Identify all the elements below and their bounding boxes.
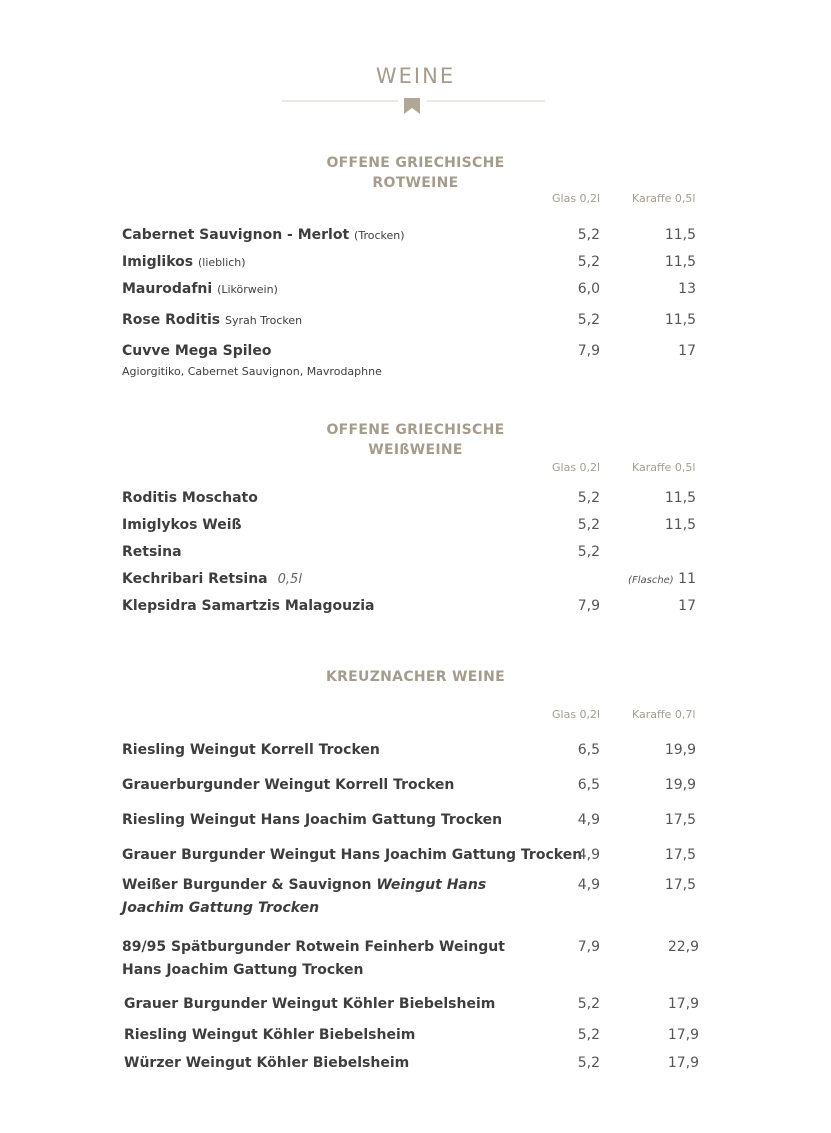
wine-name: Rose Roditis Syrah Trocken <box>122 312 303 328</box>
price-karaffe: 17,9 <box>667 1027 699 1043</box>
wine-name: Maurodafni (Likörwein) <box>122 281 278 297</box>
price-karaffe: 11,5 <box>664 254 696 270</box>
wine-name: Grauer Burgunder Weingut Hans Joachim Gattung Trocken <box>122 847 583 863</box>
price-karaffe: 17,5 <box>664 812 696 828</box>
column-header-glas: Glas 0,2l <box>552 708 601 721</box>
wine-name: Imiglykos Weiß <box>122 517 242 533</box>
column-header-glas: Glas 0,2l <box>552 461 601 474</box>
price-karaffe: 11,5 <box>664 227 696 243</box>
price-glas: 6,0 <box>577 281 600 297</box>
price-karaffe: 19,9 <box>664 777 696 793</box>
price-karaffe: 11,5 <box>664 517 696 533</box>
section-title-rotweine: OFFENE GRIECHISCHE ROTWEINE <box>326 155 505 191</box>
column-header-karaffe: Karaffe 0,7l <box>632 708 696 721</box>
wine-name: Retsina <box>122 544 182 560</box>
title-divider-ribbon-icon <box>0 0 831 130</box>
price-glas: 4,9 <box>577 847 600 863</box>
price-glas: 5,2 <box>577 227 600 243</box>
wine-name: Klepsidra Samartzis Malagouzia <box>122 598 375 614</box>
price-karaffe: 17,9 <box>667 996 699 1012</box>
wine-name: Weißer Burgunder & Sauvignon Weingut Hans Joachim Gattung Trocken <box>122 877 487 916</box>
price-glas: 5,2 <box>577 1027 600 1043</box>
page-title: WEINE <box>375 64 456 88</box>
wine-name: Kechribari Retsina 0,5l <box>122 571 302 587</box>
wine-name: Imiglikos (lieblich) <box>122 254 246 270</box>
price-karaffe: 11,5 <box>664 312 696 328</box>
price-glas: 5,2 <box>577 490 600 506</box>
price-glas: 5,2 <box>577 254 600 270</box>
price-karaffe: 17,5 <box>664 877 696 893</box>
price-karaffe: 22,9 <box>667 939 699 955</box>
wine-name: Grauerburgunder Weingut Korrell Trocken <box>122 777 455 793</box>
price-karaffe: 17,5 <box>664 847 696 863</box>
section-title-kreuznacher: KREUZNACHER WEINE <box>325 669 506 685</box>
price-glas: 5,2 <box>577 544 600 560</box>
wine-name: Roditis Moschato <box>122 490 258 506</box>
wine-name: 89/95 Spätburgunder Rotwein Feinherb Weingut Hans Joachim Gattung Trocken <box>122 939 505 978</box>
price-glas: 5,2 <box>577 996 600 1012</box>
price-karaffe: 13 <box>678 281 696 297</box>
price-karaffe: 17 <box>678 598 696 614</box>
wine-name: Riesling Weingut Köhler Biebelsheim <box>124 1027 416 1043</box>
price-glas: 5,2 <box>577 312 600 328</box>
price-glas: 4,9 <box>577 812 600 828</box>
wine-name: Würzer Weingut Köhler Biebelsheim <box>124 1055 410 1071</box>
price-karaffe: 19,9 <box>664 742 696 758</box>
price-karaffe: 17,9 <box>667 1055 699 1071</box>
column-header-karaffe: Karaffe 0,5l <box>632 461 696 474</box>
wine-name: Riesling Weingut Hans Joachim Gattung Trocken <box>122 812 503 828</box>
wine-name: Riesling Weingut Korrell Trocken <box>122 742 380 758</box>
wine-name: Cabernet Sauvignon - Merlot (Trocken) <box>122 227 405 243</box>
price-glas: 5,2 <box>577 1055 600 1071</box>
price-glas: 7,9 <box>577 343 600 359</box>
price-glas: 5,2 <box>577 517 600 533</box>
price-karaffe: 17 <box>678 343 696 359</box>
wine-grapes: Agiorgitiko, Cabernet Sauvignon, Mavrodaphne <box>122 365 382 378</box>
price-glas: 7,9 <box>577 939 600 955</box>
column-header-karaffe: Karaffe 0,5l <box>632 192 696 205</box>
price-karaffe: 11,5 <box>664 490 696 506</box>
price-glas: 6,5 <box>577 742 600 758</box>
section-title-weissweine: OFFENE GRIECHISCHE WEIßWEINE <box>326 422 505 458</box>
price-glas: 7,9 <box>577 598 600 614</box>
column-header-glas: Glas 0,2l <box>552 192 601 205</box>
price-glas: 6,5 <box>577 777 600 793</box>
wine-name: Cuvve Mega Spileo <box>122 343 272 359</box>
price-glas: 4,9 <box>577 877 600 893</box>
price-karaffe: (Flasche) 11 <box>628 571 696 587</box>
wine-name: Grauer Burgunder Weingut Köhler Biebelsheim <box>124 996 496 1012</box>
